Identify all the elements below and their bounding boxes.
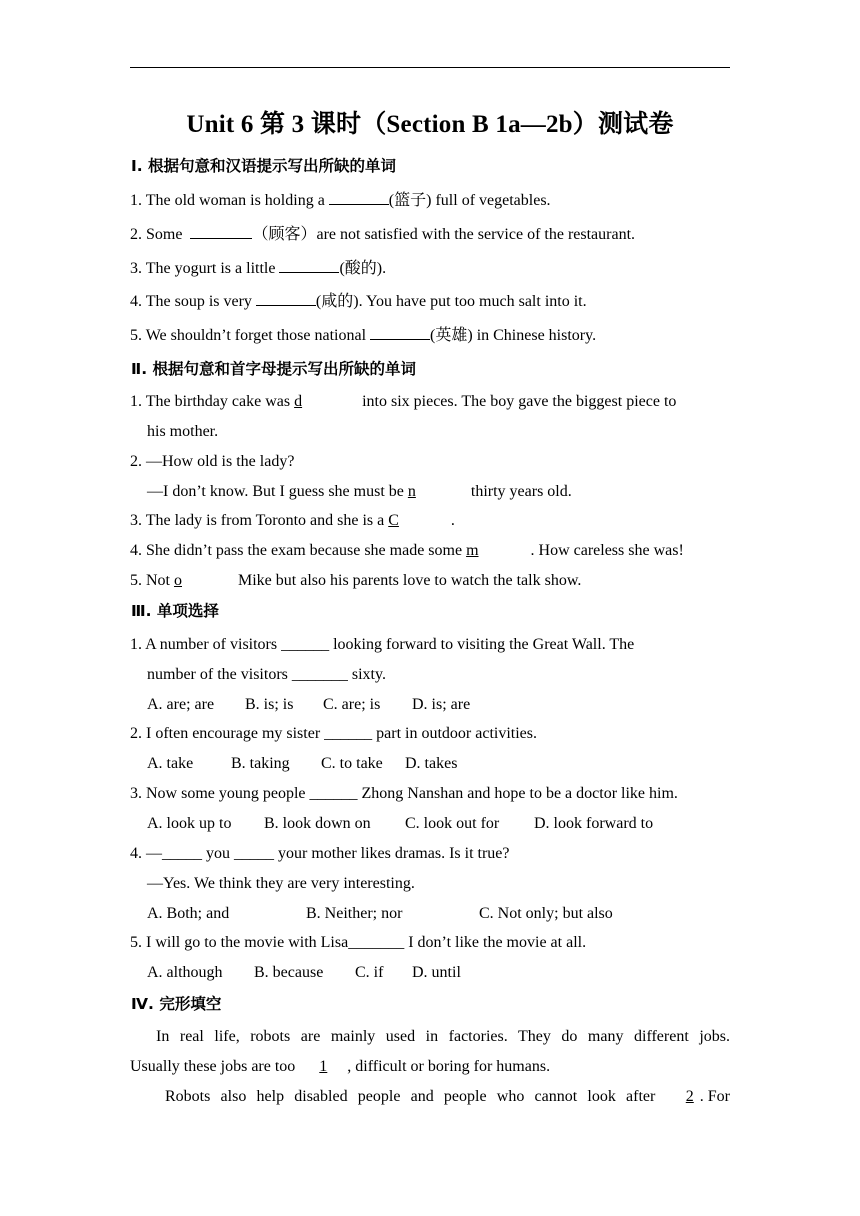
s1-q2: 2. Some （顾客）are not satisfied with the service of the restaurant. bbox=[130, 223, 635, 246]
s3-q3: 3. Now some young people ______ Zhong Nanshan and hope to be a doctor like him. bbox=[130, 785, 678, 802]
option-d[interactable]: D. until bbox=[412, 964, 461, 981]
s3-q2: 2. I often encourage my sister ______ part in outdoor activities. bbox=[130, 725, 538, 742]
answer-blank[interactable] bbox=[256, 290, 316, 306]
s2-q2-answer: —I don’t know. But I guess she must be n thirty years old. bbox=[147, 483, 572, 500]
option-a[interactable]: A. take bbox=[147, 755, 194, 772]
s1-q5: 5. We shouldn’t forget those national (英雄) in Chinese history. bbox=[130, 324, 596, 347]
s3-q1: 1. A number of visitors ______ looking forward to visiting the Great Wall. The bbox=[130, 636, 635, 653]
option-b[interactable]: B. is; is bbox=[245, 696, 294, 713]
passage-line-3: Robots also help disabled people and people who cannot look after 2 . For bbox=[165, 1088, 730, 1105]
s3-q5-options bbox=[147, 962, 461, 984]
s3-q1-cont: number of the visitors _______ sixty. bbox=[147, 666, 386, 683]
option-a[interactable]: A. look up to bbox=[147, 815, 232, 832]
answer-blank[interactable] bbox=[370, 324, 430, 340]
option-c[interactable]: C. if bbox=[355, 964, 384, 981]
s3-q2-options bbox=[147, 753, 457, 775]
s3-q4-options bbox=[147, 903, 613, 925]
option-c[interactable]: C. are; is bbox=[323, 696, 381, 713]
answer-blank[interactable] bbox=[279, 257, 339, 273]
cloze-blank-1[interactable]: 1 bbox=[319, 1058, 328, 1075]
option-a[interactable]: A. although bbox=[147, 964, 223, 981]
option-c[interactable]: C. look out for bbox=[405, 815, 500, 832]
option-a[interactable]: A. Both; and bbox=[147, 905, 230, 922]
s2-q1: 1. The birthday cake was d into six pieces. The boy gave the biggest piece to bbox=[130, 393, 677, 410]
s3-q3-options bbox=[147, 813, 653, 835]
option-c[interactable]: C. to take bbox=[321, 755, 383, 772]
s3-q4-cont: —Yes. We think they are very interesting. bbox=[147, 875, 415, 892]
s1-q3: 3. The yogurt is a little (酸的). bbox=[130, 257, 386, 280]
option-b[interactable]: B. look down on bbox=[264, 815, 371, 832]
option-d[interactable]: D. takes bbox=[405, 755, 458, 772]
s3-q5: 5. I will go to the movie with Lisa_______ I don’t like the movie at all. bbox=[130, 934, 587, 951]
passage-line-2: Usually these jobs are too 1 , difficult or boring for humans. bbox=[130, 1058, 551, 1075]
s3-q1-options bbox=[147, 694, 470, 716]
option-a[interactable]: A. are; are bbox=[147, 696, 215, 713]
option-d[interactable]: D. look forward to bbox=[534, 815, 654, 832]
answer-blank[interactable]: o bbox=[174, 572, 182, 589]
s2-q4: 4. She didn’t pass the exam because she made some m . How careless she was! bbox=[130, 542, 684, 559]
answer-blank[interactable]: d bbox=[294, 393, 303, 410]
section-3-heading: Ⅲ. 单项选择 bbox=[131, 602, 219, 620]
section-2-heading: Ⅱ. 根据句意和首字母提示写出所缺的单词 bbox=[131, 360, 416, 378]
option-b[interactable]: B. Neither; nor bbox=[306, 905, 403, 922]
s2-q2: 2. —How old is the lady? bbox=[130, 453, 295, 470]
s2-q1-cont: his mother. bbox=[147, 423, 219, 440]
header-rule bbox=[130, 67, 730, 68]
option-d[interactable]: D. is; are bbox=[412, 696, 471, 713]
s1-q4: 4. The soup is very (咸的). You have put too much salt into it. bbox=[130, 290, 587, 313]
option-b[interactable]: B. because bbox=[254, 964, 324, 981]
answer-blank[interactable]: C bbox=[388, 512, 399, 529]
s2-q3: 3. The lady is from Toronto and she is a C . bbox=[130, 512, 455, 529]
answer-blank[interactable]: n bbox=[407, 483, 416, 500]
answer-blank[interactable] bbox=[329, 189, 389, 205]
section-4-heading: Ⅳ. 完形填空 bbox=[131, 995, 222, 1013]
s1-q1: 1. The old woman is holding a (篮子) full of vegetables. bbox=[130, 189, 551, 212]
option-b[interactable]: B. taking bbox=[231, 755, 290, 772]
s3-q4: 4. —_____ you _____ your mother likes dramas. Is it true? bbox=[130, 845, 510, 862]
s2-q5: 5. Not o Mike but also his parents love to watch the talk show. bbox=[130, 572, 582, 589]
answer-blank[interactable]: m bbox=[466, 542, 479, 559]
section-1-heading: Ⅰ. 根据句意和汉语提示写出所缺的单词 bbox=[131, 157, 397, 175]
option-c[interactable]: C. Not only; but also bbox=[479, 905, 613, 922]
answer-blank[interactable] bbox=[190, 223, 252, 239]
cloze-blank-2[interactable]: 2 bbox=[685, 1088, 694, 1105]
passage-line-1: In real life, robots are mainly used in factories. They do many different jobs. bbox=[156, 1028, 730, 1045]
page-title: Unit 6 第 3 课时（Section B 1a—2b）测试卷 bbox=[186, 111, 674, 138]
